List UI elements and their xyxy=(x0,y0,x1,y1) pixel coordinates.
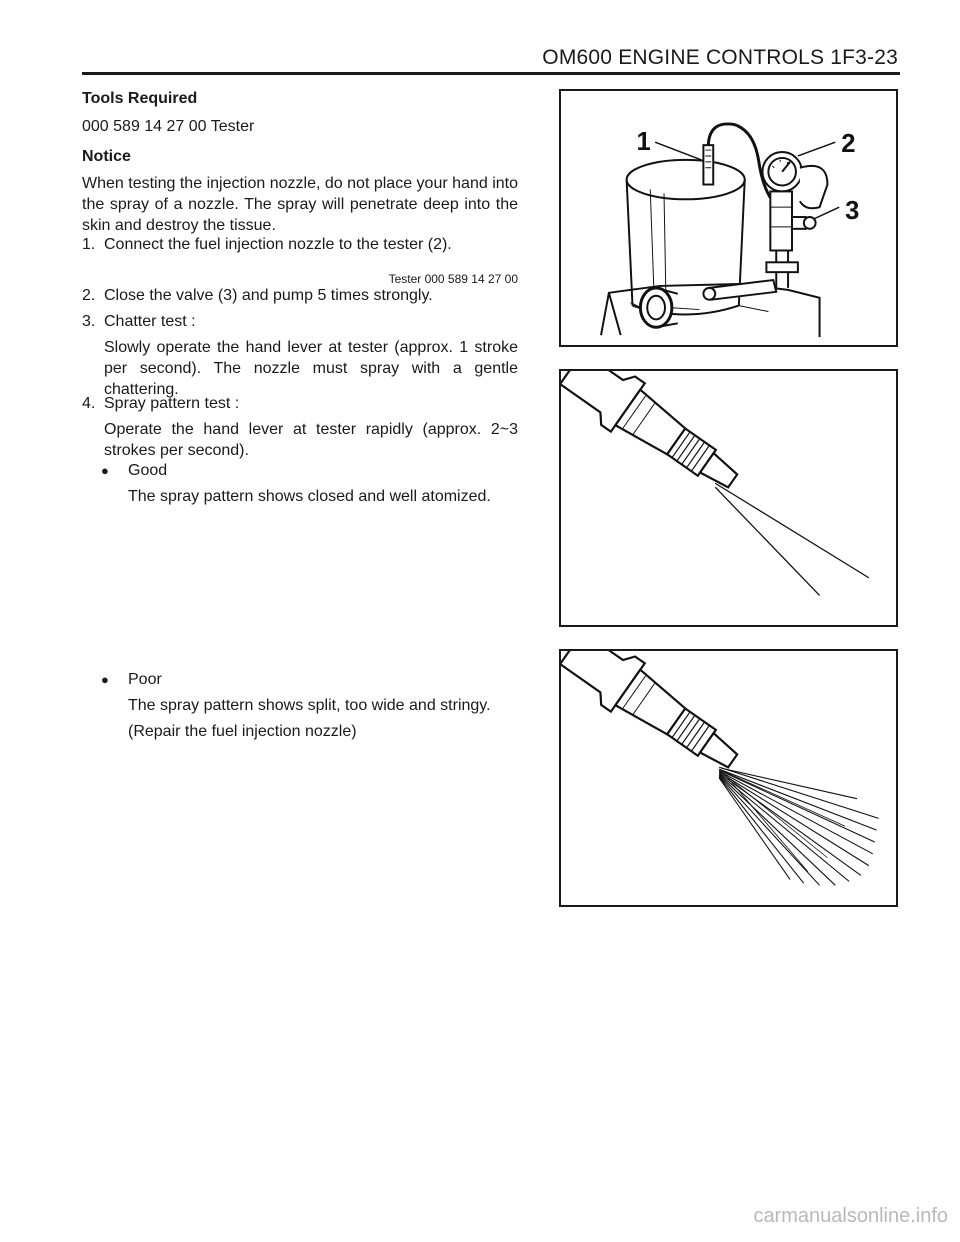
tester-illustration xyxy=(559,89,898,347)
notice-heading: Notice xyxy=(82,148,131,165)
page-title: OM600 ENGINE CONTROLS 1F3-23 xyxy=(542,46,898,69)
step-number: 3. xyxy=(82,313,96,330)
step-text: Spray pattern test : xyxy=(104,395,240,412)
watermark: carmanualsonline.info xyxy=(753,1205,948,1227)
good-spray-drawing xyxy=(561,371,896,625)
step-number: 1. xyxy=(82,236,96,253)
header-divider xyxy=(82,72,900,75)
step-text: Connect the fuel injection nozzle to the tester (2). xyxy=(104,236,452,253)
step-detail: Slowly operate the hand lever at tester (approx. 1 stroke per second). The nozzle must spray with a gentle chattering. xyxy=(104,339,518,398)
tester-drawing xyxy=(561,91,896,345)
tools-required-section xyxy=(82,88,518,137)
poor-spray-drawing xyxy=(561,651,896,905)
step-text: Close the valve (3) and pump 5 times strongly. xyxy=(104,287,433,304)
step-number: 2. xyxy=(82,287,96,304)
tool-item: 000 589 14 27 00 Tester xyxy=(82,118,255,135)
step-3 xyxy=(82,311,518,400)
tool-reference: Tester 000 589 14 27 00 xyxy=(388,272,518,286)
notice-text: When testing the injection nozzle, do not place your hand into the spray of a nozzle. The spray will penetrate deep into the skin and destroy the tissue. xyxy=(82,175,518,234)
good-text: The spray pattern shows closed and well atomized. xyxy=(128,488,491,505)
step-2 xyxy=(82,285,518,306)
notice-section xyxy=(82,146,518,236)
step-1 xyxy=(82,234,518,290)
poor-text: The spray pattern shows split, too wide and stringy. xyxy=(128,697,491,714)
step-text: Chatter test : xyxy=(104,313,196,330)
good-spray-illustration xyxy=(559,369,898,627)
poor-label: Poor xyxy=(128,671,162,688)
good-label: Good xyxy=(128,462,168,479)
poor-note: (Repair the fuel injection nozzle) xyxy=(128,723,357,740)
step-4 xyxy=(82,393,518,461)
callout-1: 1 xyxy=(636,128,651,157)
step-detail: Operate the hand lever at tester rapidly (approx. 2~3 strokes per second). xyxy=(104,421,518,459)
good-pattern xyxy=(82,460,518,507)
callout-3: 3 xyxy=(845,196,860,225)
bullet-dot-icon: ● xyxy=(101,463,109,478)
poor-pattern xyxy=(82,669,518,742)
callout-2: 2 xyxy=(841,130,856,159)
step-number: 4. xyxy=(82,395,96,412)
poor-spray-illustration xyxy=(559,649,898,907)
bullet-dot-icon: ● xyxy=(101,672,109,687)
tools-heading: Tools Required xyxy=(82,90,198,107)
